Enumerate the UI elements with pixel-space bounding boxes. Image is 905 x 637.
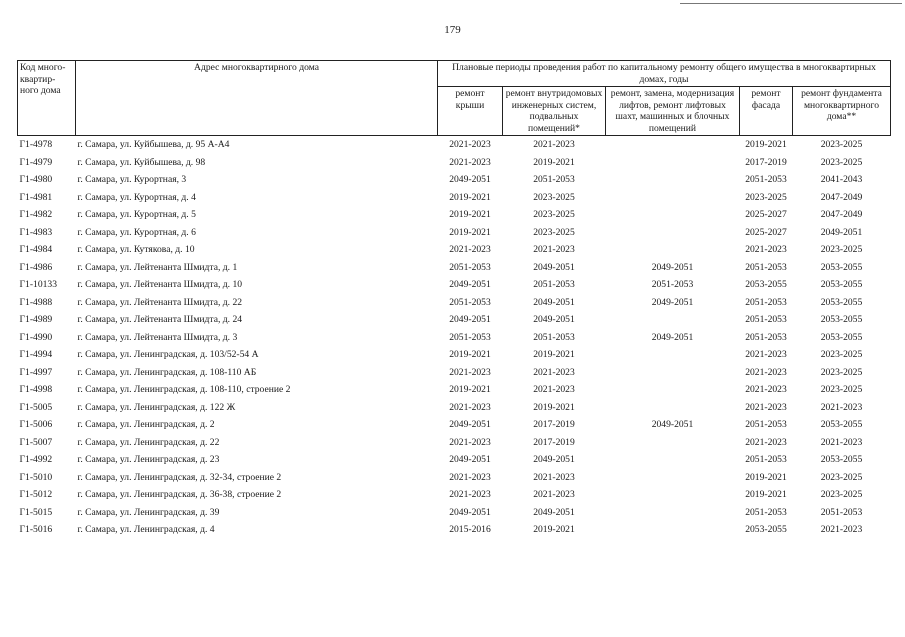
lift-period (606, 206, 740, 224)
house-code: Г1-4982 (19, 209, 53, 220)
lift-period (606, 346, 740, 364)
table-row (18, 171, 891, 189)
lift-period (606, 364, 740, 382)
house-code: Г1-4988 (19, 296, 53, 308)
house-code: Г1-4998 (19, 384, 53, 395)
facade-period: 2019-2021 (745, 471, 787, 483)
facade-period: 2051-2053 (745, 174, 787, 185)
facade-period: 2017-2019 (745, 156, 787, 168)
roof-period: 2021-2023 (449, 471, 491, 483)
table-body (18, 136, 891, 539)
engineering-period: 2019-2021 (533, 401, 575, 413)
roof-period: 2049-2051 (449, 314, 491, 325)
engineering-period: 2019-2021 (533, 156, 575, 168)
engineering-period: 2051-2053 (533, 331, 575, 343)
engineering-period: 2021-2023 (533, 139, 575, 150)
roof-period: 2019-2021 (449, 191, 491, 203)
engineering-period: 2023-2025 (533, 191, 575, 203)
lift-period (606, 154, 740, 172)
facade-period: 2021-2023 (745, 366, 787, 378)
house-address: г. Самара, ул. Курортная, 3 (77, 174, 187, 185)
house-address: г. Самара, ул. Ленинградская, д. 39 (77, 506, 220, 518)
lift-period: 2049-2051 (651, 261, 694, 273)
lift-period (606, 486, 740, 504)
table-row (18, 136, 891, 154)
engineering-period: 2049-2051 (533, 314, 575, 325)
house-address: г. Самара, ул. Ленинградская, д. 108-110 АБ (77, 366, 257, 378)
engineering-period: 2023-2025 (533, 209, 575, 220)
table-row (18, 486, 891, 504)
house-code: Г1-5016 (19, 524, 53, 535)
lift-period: 2049-2051 (651, 419, 694, 430)
roof-period: 2049-2051 (449, 419, 491, 430)
engineering-period: 2017-2019 (533, 419, 575, 430)
foundation-period: 2023-2025 (820, 349, 863, 360)
roof-period: 2021-2023 (449, 156, 491, 168)
lift-period (606, 399, 740, 417)
table-row (18, 154, 891, 172)
foundation-period: 2023-2025 (820, 139, 863, 150)
house-address: г. Самара, ул. Лейтенанта Шмидта, д. 10 (77, 279, 243, 290)
house-address: г. Самара, ул. Лейтенанта Шмидта, д. 3 (77, 331, 238, 343)
roof-period: 2021-2023 (449, 139, 491, 150)
table-row (18, 294, 891, 312)
table-row (18, 189, 891, 207)
foundation-period: 2041-2043 (820, 174, 863, 185)
foundation-period: 2053-2055 (820, 279, 863, 290)
engineering-period: 2017-2019 (533, 436, 575, 448)
roof-period: 2021-2023 (449, 244, 491, 255)
house-code: Г1-10133 (19, 279, 58, 290)
table-row (18, 381, 891, 399)
roof-period: 2021-2023 (449, 401, 491, 413)
lift-period (606, 136, 740, 154)
foundation-period: 2021-2023 (820, 524, 863, 535)
roof-period: 2049-2051 (449, 506, 491, 518)
foundation-period: 2023-2025 (820, 489, 863, 500)
facade-period: 2021-2023 (745, 384, 787, 395)
house-address: г. Самара, ул. Куйбышева, д. 95 А-А4 (77, 139, 230, 150)
roof-period: 2049-2051 (449, 174, 491, 185)
header-foundation: ремонт фундамента многоквартирного дома** (793, 87, 891, 136)
foundation-period: 2021-2023 (820, 436, 863, 448)
engineering-period: 2021-2023 (533, 366, 575, 378)
table-row (18, 329, 891, 347)
roof-period: 2019-2021 (449, 209, 491, 220)
house-code: Г1-4981 (19, 191, 53, 203)
house-address: г. Самара, ул. Курортная, д. 6 (77, 226, 196, 238)
house-code: Г1-5006 (19, 419, 53, 430)
house-address: г. Самара, ул. Ленинградская, д. 2 (77, 419, 215, 430)
lift-period (606, 189, 740, 207)
house-address: г. Самара, ул. Ленинградская, д. 23 (77, 454, 220, 465)
lift-period (606, 434, 740, 452)
lift-period (606, 224, 740, 242)
table-row (18, 276, 891, 294)
table-row (18, 206, 891, 224)
facade-period: 2051-2053 (745, 261, 787, 273)
roof-period: 2019-2021 (449, 226, 491, 238)
table-row (18, 504, 891, 522)
house-code: Г1-4979 (19, 156, 53, 168)
foundation-period: 2023-2025 (820, 156, 863, 168)
house-address: г. Самара, ул. Куйбышева, д. 98 (77, 156, 206, 168)
roof-period: 2051-2053 (449, 261, 491, 273)
header-engineering: ремонт внутридомовых инженерных систем, подвальных помещений* (503, 87, 606, 136)
engineering-period: 2021-2023 (533, 384, 575, 395)
roof-period: 2051-2053 (449, 296, 491, 308)
foundation-period: 2051-2053 (820, 506, 863, 518)
foundation-period: 2053-2055 (820, 331, 863, 343)
table-row (18, 469, 891, 487)
engineering-period: 2021-2023 (533, 489, 575, 500)
engineering-period: 2049-2051 (533, 296, 575, 308)
engineering-period: 2051-2053 (533, 174, 575, 185)
facade-period: 2021-2023 (745, 401, 787, 413)
facade-period: 2021-2023 (745, 349, 787, 360)
lift-period (606, 171, 740, 189)
house-code: Г1-5012 (19, 489, 53, 500)
engineering-period: 2049-2051 (533, 454, 575, 465)
roof-period: 2019-2021 (449, 384, 491, 395)
top-rule (680, 3, 902, 4)
facade-period: 2051-2053 (745, 454, 787, 465)
facade-period: 2025-2027 (745, 209, 787, 220)
lift-period (606, 381, 740, 399)
engineering-period: 2019-2021 (533, 349, 575, 360)
roof-period: 2015-2016 (449, 524, 491, 535)
house-address: г. Самара, ул. Кутякова, д. 10 (77, 244, 195, 255)
foundation-period: 2023-2025 (820, 366, 863, 378)
house-code: Г1-5015 (19, 506, 53, 518)
facade-period: 2021-2023 (745, 244, 787, 255)
house-code: Г1-4986 (19, 261, 53, 273)
table-row (18, 521, 891, 539)
engineering-period: 2021-2023 (533, 244, 575, 255)
house-code: Г1-4989 (19, 314, 53, 325)
table-header (18, 61, 891, 136)
table-row (18, 259, 891, 277)
house-address: г. Самара, ул. Лейтенанта Шмидта, д. 1 (77, 261, 238, 273)
table-row (18, 434, 891, 452)
house-code: Г1-4997 (19, 366, 53, 378)
roof-period: 2021-2023 (449, 366, 491, 378)
lift-period (606, 469, 740, 487)
header-roof: ремонт крыши (438, 87, 503, 136)
foundation-period: 2053-2055 (820, 296, 863, 308)
foundation-period: 2053-2055 (820, 314, 863, 325)
lift-period (606, 521, 740, 539)
engineering-period: 2019-2021 (533, 524, 575, 535)
engineering-period: 2049-2051 (533, 261, 575, 273)
capital-repair-table (17, 60, 891, 539)
facade-period: 2019-2021 (745, 489, 787, 500)
facade-period: 2023-2025 (745, 191, 787, 203)
foundation-period: 2023-2025 (820, 384, 863, 395)
lift-period (606, 311, 740, 329)
house-code: Г1-5007 (19, 436, 53, 448)
facade-period: 2025-2027 (745, 226, 787, 238)
facade-period: 2053-2055 (745, 279, 787, 290)
roof-period: 2021-2023 (449, 436, 491, 448)
house-address: г. Самара, ул. Ленинградская, д. 22 (77, 436, 220, 448)
header-lifts: ремонт, замена, модернизация лифтов, ремонт лифтовых шахт, машинных и блочных помещений (606, 87, 740, 136)
header-periods: Плановые периоды проведения работ по капитальному ремонту общего имущества в многоквартирных домах, годы (438, 61, 891, 87)
house-address: г. Самара, ул. Ленинградская, д. 108-110, строение 2 (77, 384, 291, 395)
roof-period: 2021-2023 (449, 489, 491, 500)
header-facade: ремонт фасада (740, 87, 793, 136)
engineering-period: 2021-2023 (533, 471, 575, 483)
house-code: Г1-4992 (19, 454, 53, 465)
lift-period: 2049-2051 (651, 296, 694, 308)
facade-period: 2051-2053 (745, 506, 787, 518)
facade-period: 2051-2053 (745, 419, 787, 430)
lift-period (606, 504, 740, 522)
house-code: Г1-4980 (19, 174, 53, 185)
house-code: Г1-4978 (19, 139, 53, 150)
header-address: Адрес многоквартирного дома (76, 61, 438, 136)
table-row (18, 364, 891, 382)
header-code: Код много-квартир-ного дома (18, 61, 76, 136)
house-address: г. Самара, ул. Ленинградская, д. 36-38, строение 2 (77, 489, 282, 500)
house-address: г. Самара, ул. Ленинградская, д. 122 Ж (77, 401, 236, 413)
roof-period: 2049-2051 (449, 454, 491, 465)
foundation-period: 2053-2055 (820, 261, 863, 273)
table-row (18, 451, 891, 469)
page-number: 179 (444, 24, 461, 36)
lift-period (606, 451, 740, 469)
house-address: г. Самара, ул. Лейтенанта Шмидта, д. 22 (77, 296, 243, 308)
table-row (18, 224, 891, 242)
facade-period: 2019-2021 (745, 139, 787, 150)
table-row (18, 311, 891, 329)
facade-period: 2051-2053 (745, 314, 787, 325)
foundation-period: 2053-2055 (820, 419, 863, 430)
house-address: г. Самара, ул. Курортная, д. 5 (77, 209, 196, 220)
facade-period: 2051-2053 (745, 296, 787, 308)
foundation-period: 2047-2049 (820, 191, 863, 203)
header-row-top (18, 61, 891, 87)
house-code: Г1-4984 (19, 244, 53, 255)
house-code: Г1-4983 (19, 226, 53, 238)
house-address: г. Самара, ул. Ленинградская, д. 4 (77, 524, 215, 535)
table-row (18, 346, 891, 364)
house-address: г. Самара, ул. Курортная, д. 4 (77, 191, 196, 203)
foundation-period: 2053-2055 (820, 454, 863, 465)
table-row (18, 416, 891, 434)
foundation-period: 2049-2051 (820, 226, 863, 238)
house-address: г. Самара, ул. Ленинградская, д. 32-34, строение 2 (77, 471, 282, 483)
house-code: Г1-5010 (19, 471, 53, 483)
roof-period: 2019-2021 (449, 349, 491, 360)
engineering-period: 2049-2051 (533, 506, 575, 518)
lift-period: 2051-2053 (651, 279, 694, 290)
house-code: Г1-4990 (19, 331, 53, 343)
foundation-period: 2021-2023 (820, 401, 863, 413)
table-row (18, 241, 891, 259)
foundation-period: 2047-2049 (820, 209, 863, 220)
roof-period: 2051-2053 (449, 331, 491, 343)
engineering-period: 2023-2025 (533, 226, 575, 238)
house-address: г. Самара, ул. Лейтенанта Шмидта, д. 24 (77, 314, 243, 325)
house-code: Г1-4994 (19, 349, 53, 360)
table-row (18, 399, 891, 417)
lift-period (606, 241, 740, 259)
foundation-period: 2023-2025 (820, 471, 863, 483)
engineering-period: 2051-2053 (533, 279, 575, 290)
lift-period: 2049-2051 (651, 331, 694, 343)
facade-period: 2051-2053 (745, 331, 787, 343)
facade-period: 2053-2055 (745, 524, 787, 535)
house-address: г. Самара, ул. Ленинградская, д. 103/52-54 А (77, 349, 259, 360)
roof-period: 2049-2051 (449, 279, 491, 290)
foundation-period: 2023-2025 (820, 244, 863, 255)
house-code: Г1-5005 (19, 401, 53, 413)
facade-period: 2021-2023 (745, 436, 787, 448)
